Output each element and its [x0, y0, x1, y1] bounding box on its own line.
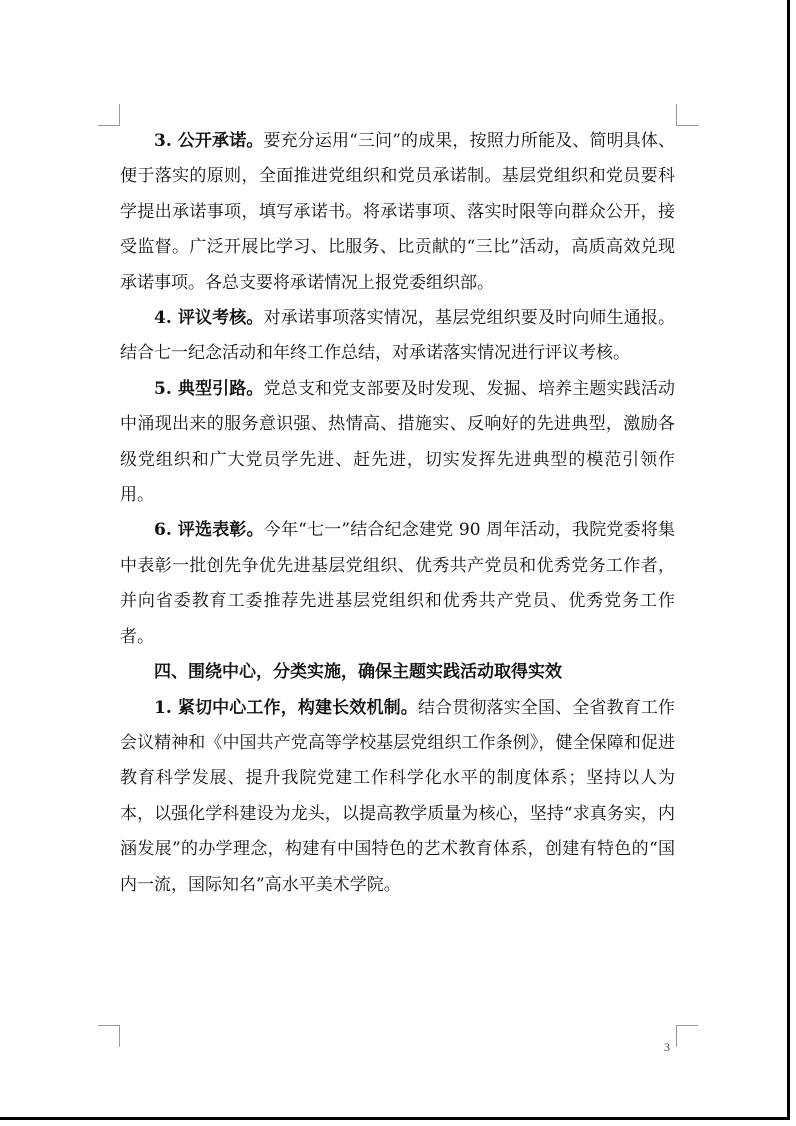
paragraph-lead: 5. 典型引路。 — [154, 378, 264, 399]
paragraph-text: 要充分运用“三问”的成果，按照力所能及、简明具体、便于落实的原则，全面推进党组织和党员承诺制。基层党组织和党员要科学提出承诺事项，填写承诺书。将承诺事项、落实时限等向群众公开，接受监督。广泛开展比学习、比服务、比贡献的“三比”活动，高质高效兑现承诺事项。各总支要将承诺情况上报党委组织部。 — [120, 131, 675, 293]
crop-mark-top-left — [98, 104, 120, 126]
paragraph-awards — [120, 513, 675, 655]
paragraph-lead: 3. 公开承诺。 — [154, 131, 264, 151]
page-number: 3 — [664, 1040, 670, 1054]
crop-mark-bottom-left — [98, 1025, 120, 1047]
section-heading: 四、围绕中心，分类实施，确保主题实践活动取得实效 — [154, 662, 562, 683]
paragraph-model-guidance — [120, 372, 675, 514]
paragraph-text: 今年“七一”结合纪念建党 90 周年活动，我院党委将集中表彰一批创先争优先进基层党组织、优秀共产党员和优秀党务工作者，并向省委教育工委推荐先进基层党组织和优秀共产党员、优秀党务工作者。 — [120, 520, 675, 647]
paragraph-lead: 6. 评选表彰。 — [154, 520, 264, 541]
paragraph-public-commitment — [120, 124, 675, 301]
crop-mark-bottom-right — [676, 1025, 698, 1047]
crop-mark-top-right — [676, 104, 698, 126]
paragraph-core-work — [120, 691, 675, 903]
paragraph-lead: 1. 紧切中心工作，构建长效机制。 — [154, 697, 418, 718]
paragraph-text: 结合贯彻落实全国、全省教育工作会议精神和《中国共产党高等学校基层党组织工作条例》，健全保障和促进教育科学发展、提升我院党建工作科学化水平的制度体系；坚持以人为本，以强化学科建设为龙头，以提高教学质量为核心，坚持“求真务实，内涵发展”的办学理念，构建有中国特色的艺术教育体系，创建有特色的“国内一流，国际知名”高水平美术学院。 — [120, 697, 675, 895]
paragraph-text: 党总支和党支部要及时发现、发掘、培养主题实践活动中涌现出来的服务意识强、热情高、措施实、反响好的先进典型，激励各级党组织和广大党员学先进、赶先进，切实发挥先进典型的模范引领作用。 — [120, 378, 675, 506]
paragraph-text: 对承诺事项落实情况，基层党组织要及时向师生通报。结合七一纪念活动和年终工作总结，对承诺落实情况进行评议考核。 — [120, 308, 675, 364]
paragraph-evaluation — [120, 301, 675, 372]
paragraph-lead: 4. 评议考核。 — [154, 308, 264, 329]
document-body — [120, 124, 675, 903]
